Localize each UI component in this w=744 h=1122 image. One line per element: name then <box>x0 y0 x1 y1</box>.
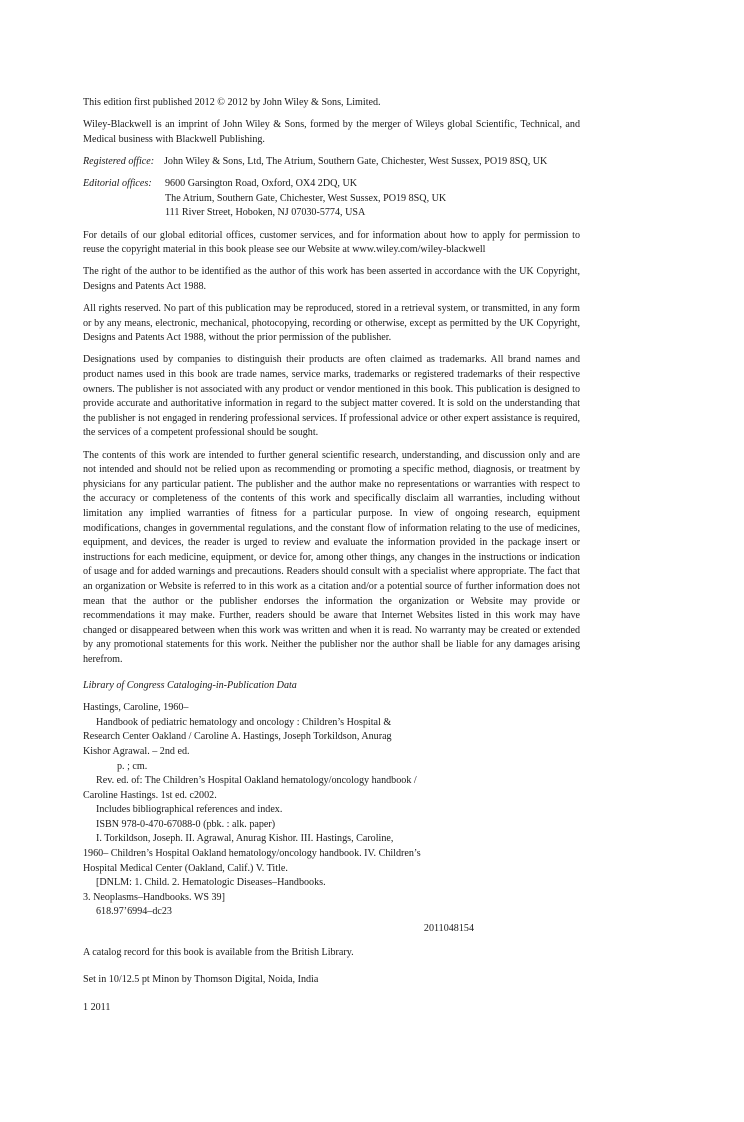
colophon <box>83 946 580 1016</box>
registered-office-label: Registered office: <box>83 155 155 167</box>
cip-line: [DNLM: 1. Child. 2. Hematologic Diseases–Handbooks. <box>96 877 326 889</box>
cip-title: Library of Congress Cataloging-in-Publication Data <box>83 679 297 691</box>
cip-line: Rev. ed. of: The Children’s Hospital Oakland hematology/oncology handbook / <box>96 775 417 787</box>
typesetting-line: Set in 10/12.5 pt Minon by Thomson Digital, Noida, India <box>83 974 319 986</box>
printing-line: 1 2011 <box>83 1001 111 1013</box>
cip-line: Hospital Medical Center (Oakland, Calif.) V. Title. <box>83 862 288 874</box>
editorial-offices-addresses <box>165 177 580 221</box>
address-line: The Atrium, Southern Gate, Chichester, West Sussex, PO19 8SQ, UK <box>165 192 447 204</box>
cip-line: Caroline Hastings. 1st ed. c2002. <box>83 789 217 801</box>
cip-line: Includes bibliographical references and index. <box>96 804 283 816</box>
cip-line: 618.97’6994–dc23 <box>96 906 172 918</box>
cip-line: ISBN 978-0-470-67088-0 (pbk. : alk. paper) <box>96 818 276 830</box>
cip-line: Handbook of pediatric hematology and oncology : Children’s Hospital & <box>96 716 392 728</box>
copyright-page <box>83 96 580 1015</box>
edition-line: This edition first published 2012 © 2012 by John Wiley & Sons, Limited. <box>83 97 381 108</box>
address-line: John Wiley & Sons, Ltd, The Atrium, Southern Gate, Chichester, West Sussex, PO19 8SQ, UK <box>164 155 548 167</box>
cip-line: Kishor Agrawal. – 2nd ed. <box>83 745 190 757</box>
address-line: 9600 Garsington Road, Oxford, OX4 2DQ, UK <box>165 178 358 190</box>
cip-line: 3. Neoplasms–Handbooks. WS 39] <box>83 891 225 903</box>
catalog-record-line: A catalog record for this book is available from the British Library. <box>83 946 354 958</box>
registered-office-address <box>164 155 580 170</box>
all-rights-paragraph: All rights reserved. No part of this publication may be reproduced, stored in a retrieval system, or transmitted, in any form or by any means, electronic, mechanical, photocopying, recording or otherwise, except as permitted by the UK Copyright, Designs and Patents Act 1988, without the prior permission of the publisher. <box>83 303 580 344</box>
cip-line: p. ; cm. <box>117 760 148 772</box>
imprint-paragraph: Wiley-Blackwell is an imprint of John Wiley & Sons, formed by the merger of Wileys global Scientific, Technical, and Medical business with Blackwell Publishing. <box>83 119 580 145</box>
cip-line: Hastings, Caroline, 1960– <box>83 702 189 714</box>
registered-office <box>83 155 580 170</box>
cip-line: 1960– Children’s Hospital Oakland hematology/oncology handbook. IV. Children’s <box>83 848 421 860</box>
editorial-offices-label: Editorial offices: <box>83 178 152 190</box>
editorial-offices <box>83 177 580 221</box>
address-line: 111 River Street, Hoboken, NJ 07030-5774, USA <box>165 207 366 219</box>
lccn-number: 2011048154 <box>423 923 474 935</box>
permissions-paragraph: For details of our global editorial offices, customer services, and for information about how to apply for permission to reuse the copyright material in this book please see our Website at www.wiley.com/wiley-blackwell <box>83 229 580 256</box>
cip-line: Research Center Oakland / Caroline A. Hastings, Joseph Torkildson, Anurag <box>83 731 392 743</box>
author-rights-paragraph: The right of the author to be identified as the author of this work has been asserted in accordance with the UK Copyright, Designs and Patents Act 1988. <box>83 266 580 292</box>
cip-block <box>83 701 580 937</box>
trademarks-paragraph: Designations used by companies to distinguish their products are often claimed as trademarks. All brand names and product names used in this book are trade names, service marks, trademarks or registered trademarks of their respective owners. The publisher is not associated with any product or vendor mentioned in this book. This publication is designed to provide accurate and authoritative information in regard to the subject matter covered. It is sold on the understanding that the publisher is not engaged in rendering professional services. If professional advice or other expert assistance is required, the services of a competent professional should be sought. <box>83 354 580 439</box>
disclaimer-paragraph: The contents of this work are intended to further general scientific research, understanding, and discussion only and are not intended and should not be relied upon as recommending or promoting a specific method, diagnosis, or treatment by physicians for any particular patient. The publisher and the author make no representations or warranties with respect to the accuracy or completeness of the contents of this work and specifically disclaim all warranties, including without limitation any implied warranties of fitness for a particular purpose. In view of ongoing research, equipment modifications, changes in governmental regulations, and the constant flow of information relating to the use of medicines, equipment, and devices, the reader is urged to review and evaluate the information provided in the package insert or instructions for each medicine, equipment, or device for, among other things, any changes in the instructions or indication of usage and for added warnings and precautions. Readers should consult with a specialist where appropriate. The fact that an organization or Website is referred to in this work as a citation and/or a potential source of further information does not mean that the author or the publisher endorses the information the organization or Website may provide or recommendations it may make. Further, readers should be aware that Internet Websites listed in this work may have changed or disappeared between when this work was written and when it is read. No warranty may be created or extended by any promotional statements for this work. Neither the publisher nor the author shall be liable for any damages arising herefrom. <box>83 449 580 665</box>
cip-line: I. Torkildson, Joseph. II. Agrawal, Anurag Kishor. III. Hastings, Caroline, <box>96 833 394 845</box>
